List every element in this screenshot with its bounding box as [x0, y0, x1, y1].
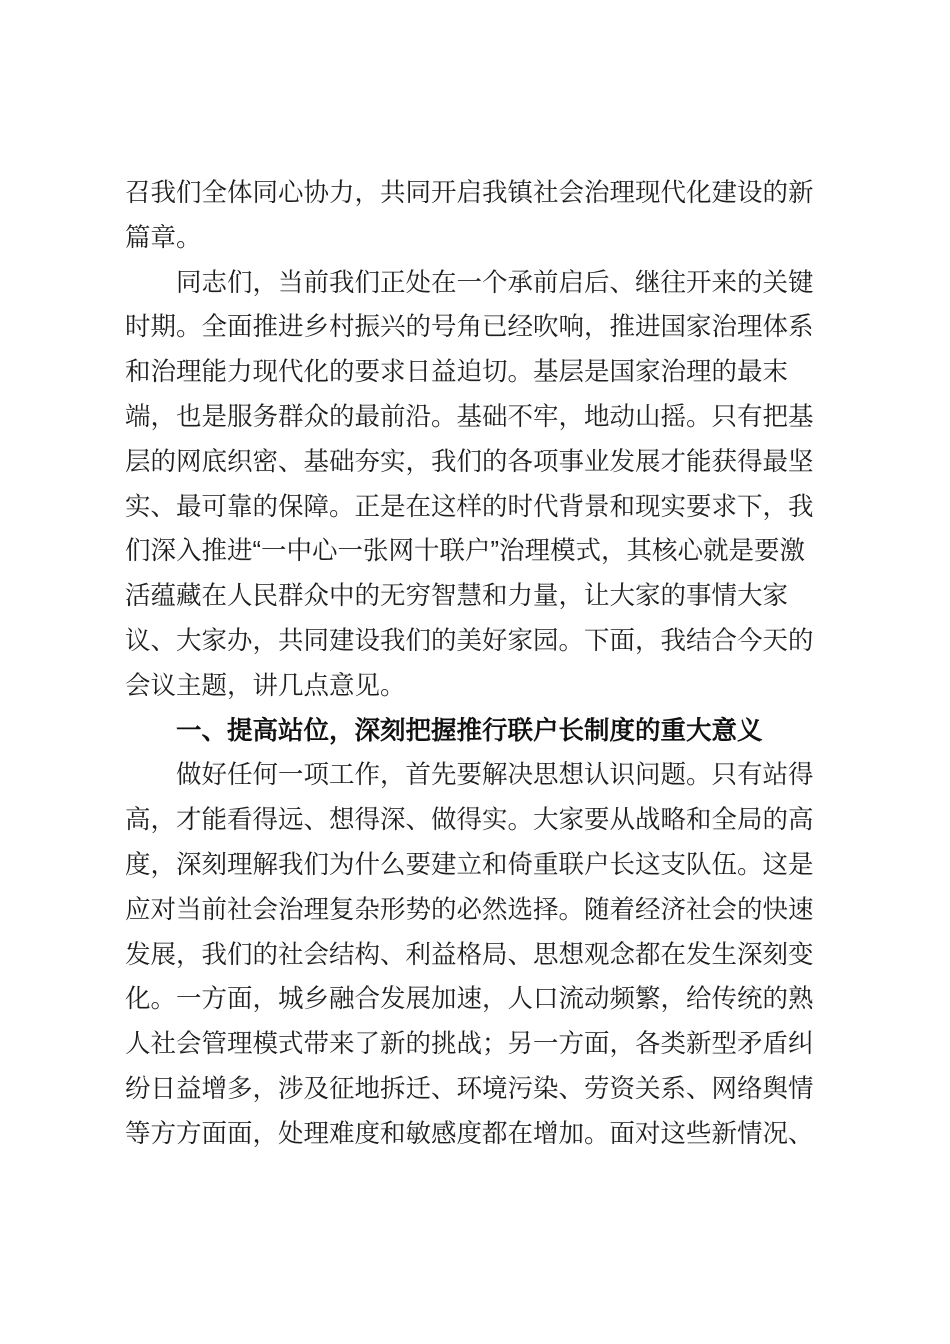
text-line: 高，才能看得远、想得深、做得实。大家要从战略和全局的高 — [125, 806, 814, 835]
document-text-block — [125, 171, 817, 1157]
text-line: 纷日益增多，涉及征地拆迁、环境污染、劳资关系、网络舆情 — [125, 1074, 814, 1103]
paragraph-body — [125, 753, 817, 1156]
section-heading — [125, 709, 817, 754]
text-line: 应对当前社会治理复杂形势的必然选择。随着经济社会的快速 — [125, 895, 814, 924]
heading-line: 一、提高站位，深刻把握推行联户长制度的重大意义 — [176, 716, 763, 745]
text-line: 度，深刻理解我们为什么要建立和倚重联户长这支队伍。这是 — [125, 850, 814, 879]
text-line: 层的网底织密、基础夯实，我们的各项事业发展才能获得最坚 — [125, 447, 814, 476]
text-line: 们深入推进“一中心一张网十联户”治理模式，其核心就是要激 — [125, 537, 805, 566]
text-line: 发展，我们的社会结构、利益格局、思想观念都在发生深刻变 — [125, 940, 814, 969]
text-line: 召我们全体同心协力，共同开启我镇社会治理现代化建设的新 — [125, 179, 814, 207]
text-line: 做好任何一项工作，首先要解决思想认识问题。只有站得 — [176, 761, 814, 790]
text-line: 实、最可靠的保障。正是在这样的时代背景和现实要求下，我 — [125, 492, 814, 521]
text-line: 篇章。 — [125, 223, 202, 252]
text-line: 同志们，当前我们正处在一个承前启后、继往开来的关键 — [176, 268, 814, 297]
text-line: 和治理能力现代化的要求日益迫切。基层是国家治理的最末 — [125, 358, 789, 387]
text-line: 等方方面面，处理难度和敏感度都在增加。面对这些新情况、 — [125, 1119, 814, 1148]
text-line: 议、大家办，共同建设我们的美好家园。下面，我结合今天的 — [125, 626, 814, 655]
text-line: 端，也是服务群众的最前沿。基础不牢，地动山摇。只有把基 — [125, 402, 814, 431]
paragraph-continued — [125, 171, 817, 261]
text-line: 时期。全面推进乡村振兴的号角已经吹响，推进国家治理体系 — [125, 313, 814, 342]
text-line: 会议主题，讲几点意见。 — [125, 671, 406, 700]
paragraph-body — [125, 261, 817, 709]
text-line: 人社会管理模式带来了新的挑战；另一方面，各类新型矛盾纠 — [125, 1030, 814, 1059]
text-line: 活蕴藏在人民群众中的无穷智慧和力量，让大家的事情大家 — [125, 582, 789, 611]
text-line: 化。一方面，城乡融合发展加速，人口流动频繁，给传统的熟 — [125, 985, 814, 1014]
